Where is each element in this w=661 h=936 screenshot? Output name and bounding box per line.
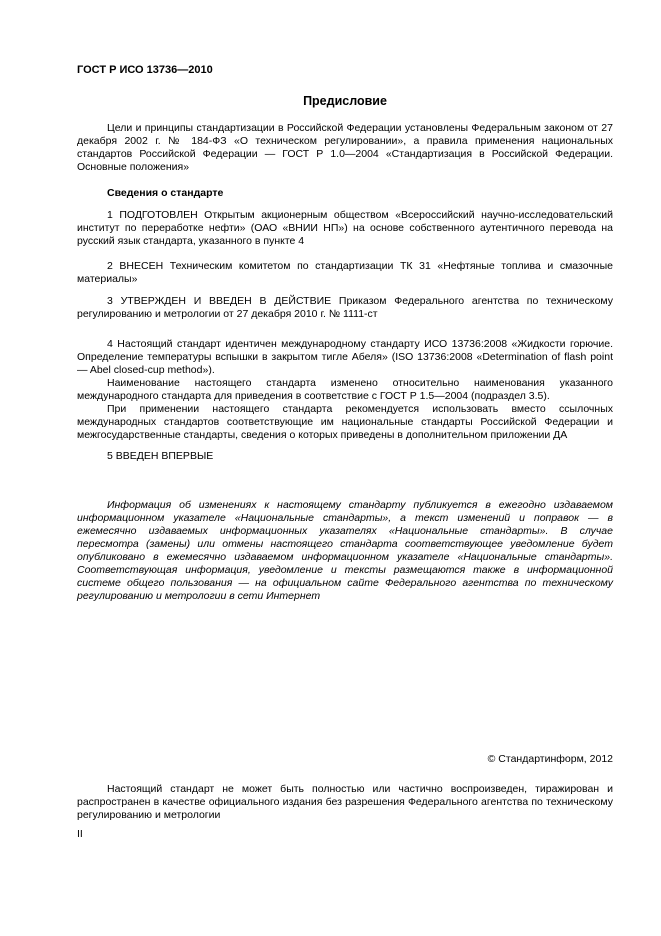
clause-identical-standard — [77, 338, 613, 442]
clause-identical-standard-p2: Наименование настоящего стандарта изменено относительно наименования указанного международного стандарта для приведения в соответствие с ГОСТ Р 1.5—2004 (подраздел 3.5). — [77, 377, 613, 402]
clause-first-introduced: 5 ВВЕДЕН ВПЕРВЫЕ — [107, 450, 214, 462]
copyright-line: © Стандартинформ, 2012 — [487, 753, 613, 765]
page-title: Предисловие — [303, 94, 387, 108]
clause-submitted: 2 ВНЕСЕН Техническим комитетом по стандартизации ТК 31 «Нефтяные топлива и смазочные материалы» — [77, 260, 613, 285]
clause-approved: 3 УТВЕРЖДЕН И ВВЕДЕН В ДЕЙСТВИЕ Приказом Федерального агентства по техническому регулированию и метрологии от 27 декабря 2010 г. № 1111-ст — [77, 295, 613, 320]
clause-identical-standard-p1: 4 Настоящий стандарт идентичен международному стандарту ИСО 13736:2008 «Жидкости горючие. Определение температуры вспышки в закрытом тигле Абеля» (ISO 13736:2008 «Determination of flash point — Abel closed-cup method»). — [77, 338, 613, 376]
intro-paragraph: Цели и принципы стандартизации в Российской Федерации установлены Федеральным законом от 27 декабря 2002 г. № 184-ФЗ «О техническом регулировании», а правила применения национальных стандартов Российской Федерации — ГОСТ Р 1.0—2004 «Стандартизация в Российской Федерации. Основные положения» — [77, 122, 613, 173]
standard-info-heading: Сведения о стандарте — [107, 187, 224, 199]
doc-code: ГОСТ Р ИСО 13736—2010 — [77, 64, 213, 76]
amendments-note: Информация об изменениях к настоящему стандарту публикуется в ежегодно издаваемом информационном указателе «Национальные стандарты», а текст изменений и поправок — в ежемесячно издаваемых информационных указателях «Национальные стандарты». В случае пересмотра (замены) или отмены настоящего стандарта соответствующее уведомление будет опубликовано в ежемесячно издаваемом информационном указателе «Национальные стандарты». Соответствующая информация, уведомление и тексты размещаются также в информационной системе общего пользования — на официальном сайте Федерального агентства по техническому регулированию и метрологии в сети Интернет — [77, 499, 613, 602]
clause-identical-standard-p3: При применении настоящего стандарта рекомендуется использовать вместо ссылочных международных стандартов соответствующие им национальные стандарты Российской Федерации и межгосударственные стандарты, сведения о которых приведены в дополнительном приложении ДА — [77, 403, 613, 441]
clause-prepared: 1 ПОДГОТОВЛЕН Открытым акционерным обществом «Всероссийский научно-исследовательский институт по переработке нефти» (ОАО «ВНИИ НП») на основе собственного аутентичного перевода на русский язык стандарта, указанного в пункте 4 — [77, 209, 613, 247]
reproduction-notice: Настоящий стандарт не может быть полностью или частично воспроизведен, тиражирован и распространен в качестве официального издания без разрешения Федерального агентства по техническому регулированию и метрологии — [77, 783, 613, 821]
page-number: II — [77, 828, 83, 840]
